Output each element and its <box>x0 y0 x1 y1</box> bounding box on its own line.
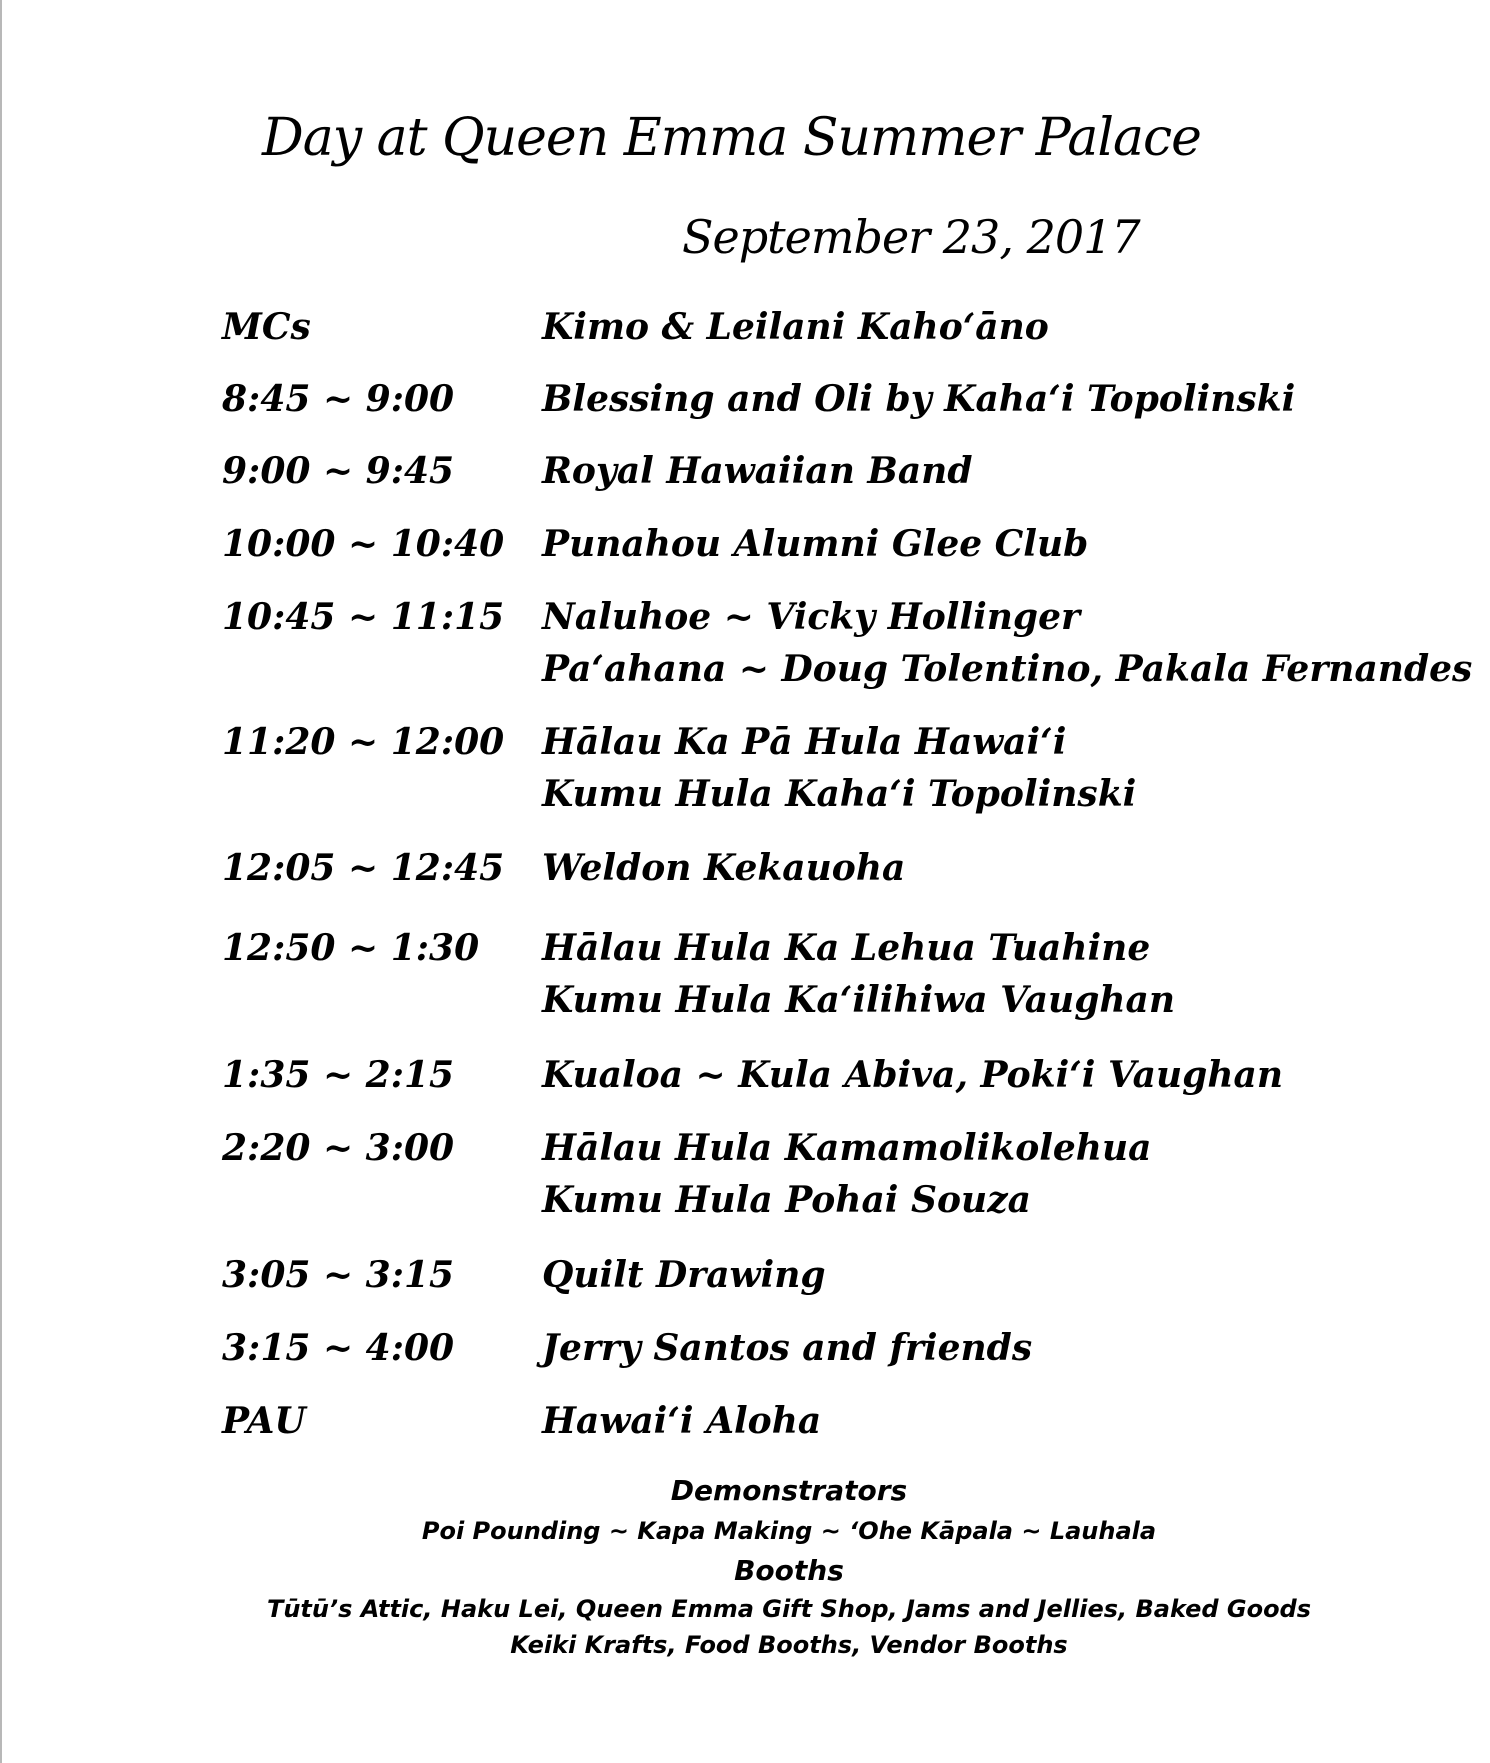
schedule-time: 3:05 ~ 3:15 <box>222 1254 455 1296</box>
schedule-performer <box>542 1049 1283 1101</box>
schedule-performer <box>542 373 1295 425</box>
schedule-time: 10:45 ~ 11:15 <box>222 596 505 638</box>
performer-line: Kualoa ~ Kula Abiva, Poki‘i Vaughan <box>542 1054 1283 1096</box>
schedule-time: 3:15 ~ 4:00 <box>222 1327 455 1369</box>
performer-line: Kumu Hula Kaha‘i Topolinski <box>542 773 1137 815</box>
schedule-time: 9:00 ~ 9:45 <box>222 450 455 492</box>
page-title: Day at Queen Emma Summer Palace <box>262 108 1201 168</box>
schedule-time: 1:35 ~ 2:15 <box>222 1054 455 1096</box>
schedule-time: MCs <box>222 306 311 348</box>
performer-line: Pa‘ahana ~ Doug Tolentino, Pakala Fernandes <box>542 648 1473 690</box>
booths-list-line-1: Tūtū’s Attic, Haku Lei, Queen Emma Gift Shop, Jams and Jellies, Baked Goods <box>266 1595 1312 1623</box>
schedule-time: 10:00 ~ 10:40 <box>222 523 505 565</box>
schedule-time: PAU <box>222 1400 306 1442</box>
performer-line: Blessing and Oli by Kaha‘i Topolinski <box>542 378 1296 420</box>
schedule-performer <box>542 1322 1032 1374</box>
schedule-performer <box>542 842 905 894</box>
schedule-time: 12:05 ~ 12:45 <box>222 847 505 889</box>
performer-line: Hālau Hula Kamamolikolehua <box>542 1127 1152 1169</box>
schedule-performer <box>542 591 1472 695</box>
booths-heading: Booths <box>734 1554 844 1587</box>
schedule-time: 11:20 ~ 12:00 <box>222 721 505 763</box>
schedule-time: 2:20 ~ 3:00 <box>222 1127 455 1169</box>
performer-line: Royal Hawaiian Band <box>542 450 973 492</box>
performer-line: Kimo & Leilani Kaho‘āno <box>542 306 1049 348</box>
performer-line: Punahou Alumni Glee Club <box>542 523 1089 565</box>
event-date: September 23, 2017 <box>682 210 1140 264</box>
performer-line: Kumu Hula Pohai Souza <box>542 1179 1031 1221</box>
performer-line: Hawai‘i Aloha <box>542 1400 822 1442</box>
schedule-performer <box>542 445 973 497</box>
performer-line: Jerry Santos and friends <box>542 1327 1033 1369</box>
performer-line: Hālau Hula Ka Lehua Tuahine <box>542 927 1151 969</box>
schedule-performer <box>542 1122 1151 1226</box>
demonstrators-list: Poi Pounding ~ Kapa Making ~ ‘Ohe Kāpala ~ Lauhala <box>421 1517 1157 1545</box>
schedule-time: 12:50 ~ 1:30 <box>222 927 480 969</box>
performer-line: Hālau Ka Pā Hula Hawai‘i <box>542 721 1067 763</box>
schedule-performer <box>542 1249 826 1301</box>
performer-line: Kumu Hula Ka‘ilihiwa Vaughan <box>542 979 1176 1021</box>
schedule-performer <box>542 1395 821 1447</box>
schedule-performer <box>542 922 1175 1026</box>
schedule-time: 8:45 ~ 9:00 <box>222 378 455 420</box>
performer-line: Weldon Kekauoha <box>542 847 906 889</box>
schedule-performer <box>542 716 1136 820</box>
booths-list-line-2: Keiki Krafts, Food Booths, Vendor Booths <box>510 1631 1068 1659</box>
demonstrators-heading: Demonstrators <box>670 1474 908 1507</box>
performer-line: Naluhoe ~ Vicky Hollinger <box>542 596 1080 638</box>
schedule-performer <box>542 518 1088 570</box>
schedule-performer <box>542 301 1049 353</box>
performer-line: Quilt Drawing <box>542 1254 826 1296</box>
